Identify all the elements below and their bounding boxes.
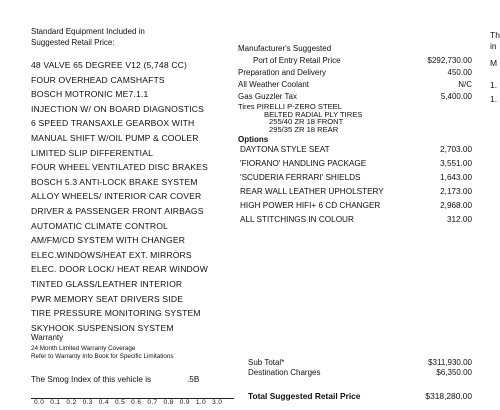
option-price: 3,551.00: [440, 159, 472, 168]
smog-index-label: The Smog Index of this vehicle is: [31, 375, 152, 384]
subtotal-value: $311,930.00: [428, 358, 472, 367]
edge-fragment: M: [490, 58, 498, 68]
option-price: 2,173.00: [440, 187, 472, 196]
list-item: FOUR OVERHEAD CAMSHAFTS: [31, 74, 165, 85]
coolant-value: N/C: [458, 80, 472, 89]
smog-scale-tick: 0.9: [179, 399, 190, 406]
list-item: DRIVER & PASSENGER FRONT AIRBAGS: [31, 205, 204, 216]
smog-scale-tick: 1.0: [195, 399, 207, 406]
total-label: Total Suggested Retail Price: [248, 391, 361, 401]
smog-scale-tick: 0.0: [34, 399, 45, 406]
gas-guzzler-value: 5,400.00: [440, 92, 472, 101]
option-price: 2,703.00: [440, 145, 472, 154]
smog-scale-tick: 0.4: [98, 399, 109, 406]
port-of-entry-label: Port of Entry Retail Price: [253, 56, 341, 65]
smog-scale-tick: 0.8: [163, 399, 174, 406]
msrp-heading: Manufacturer's Suggested: [238, 44, 332, 53]
smog-index-scale: [31, 398, 234, 410]
destination-value: $6,350.00: [436, 368, 472, 377]
list-item: MANUAL SHIFT W/OIL PUMP & COOLER: [31, 132, 199, 143]
option-label: DAYTONA STYLE SEAT: [240, 145, 330, 154]
list-item: ELEC.WINDOWS/HEAT EXT. MIRRORS: [31, 249, 192, 260]
warranty-text: 24 Month Limited Warranty Coverage Refer to Warranty Info Book for Specific Limitations: [31, 345, 174, 360]
list-item: BOSCH MOTRONIC ME7.1.1: [31, 89, 149, 100]
smog-scale-tick: 0.2: [66, 399, 77, 406]
list-item: TIRE PRESSURE MONITORING SYSTEM: [31, 308, 201, 319]
coolant-label: All Weather Coolant: [238, 80, 309, 89]
list-item: AM/FM/CD SYSTEM WITH CHANGER: [31, 235, 186, 246]
list-item: FOUR WHEEL VENTILATED DISC BRAKES: [31, 162, 208, 173]
standard-equipment-title: Standard Equipment Included in Suggested Retail Price:: [31, 27, 145, 47]
option-label: 'SCUDERIA FERRARI' SHIELDS: [240, 173, 361, 182]
warranty-title: Warranty: [31, 333, 64, 342]
gas-guzzler-label: Gas Guzzler Tax: [238, 92, 297, 101]
list-item: TINTED GLASS/LEATHER INTERIOR: [31, 278, 183, 289]
edge-fragment: 1.: [490, 94, 498, 104]
list-item: BOSCH 5.3 ANTI-LOCK BRAKE SYSTEM: [31, 176, 198, 187]
edge-fragment: in: [490, 41, 497, 51]
standard-equipment-list: [31, 58, 208, 335]
smog-scale-tick: 0.1: [50, 399, 61, 406]
list-item: AUTOMATIC CLIMATE CONTROL: [31, 220, 168, 231]
smog-scale-tick: 0.5: [114, 399, 126, 406]
destination-label: Destination Charges: [248, 368, 321, 377]
option-label: ALL STITCHINGS IN COLOUR: [240, 215, 354, 224]
option-price: 2,968.00: [440, 201, 472, 210]
list-item: SKYHOOK SUSPENSION SYSTEM: [31, 322, 174, 333]
smog-scale-tick: 0.7: [147, 399, 158, 406]
edge-fragment: Th: [490, 30, 500, 40]
options-heading: Options: [238, 135, 269, 144]
prep-delivery-value: 450.00: [447, 68, 472, 77]
option-label: HIGH POWER HIFI+ 6 CD CHANGER: [240, 201, 381, 210]
list-item: 48 VALVE 65 DEGREE V12 (5,748 CC): [31, 60, 188, 70]
list-item: PWR MEMORY SEAT DRIVERS SIDE: [31, 293, 184, 304]
list-item: ELEC. DOOR LOCK/ HEAT REAR WINDOW: [31, 264, 209, 275]
option-price: 1,643.00: [440, 173, 472, 182]
list-item: 6 SPEED TRANSAXLE GEARBOX WITH: [31, 118, 195, 129]
list-item: ALLOY WHEELS/ INTERIOR CAR COVER: [31, 191, 202, 202]
smog-scale-tick: 3.0: [212, 399, 223, 406]
subtotal-label: Sub Total*: [248, 358, 285, 367]
list-item: INJECTION W/ ON BOARD DIAGNOSTICS: [31, 103, 205, 114]
edge-fragment: 1.: [490, 80, 498, 90]
option-label: REAR WALL LEATHER UPHOLSTERY: [240, 187, 384, 196]
smog-index-value: .5B: [187, 375, 200, 384]
smog-scale-tick: 0.6: [131, 399, 142, 406]
prep-delivery-label: Preparation and Delivery: [238, 68, 327, 77]
option-price: 312.00: [446, 215, 472, 224]
port-of-entry-value: $292,730.00: [427, 56, 472, 65]
total-value: $318,280.00: [425, 391, 472, 401]
list-item: LIMITED SLIP DIFFERENTIAL: [31, 147, 154, 158]
option-label: 'FIORANO' HANDLING PACKAGE: [240, 159, 367, 168]
smog-scale-tick: 0.3: [82, 399, 93, 406]
tires-spec: Tires PIRELLI P-ZERO STEEL BELTED RADIAL PLY TIRES 255/40 ZR 18 FRONT 295/35 ZR 18 REAR: [238, 102, 363, 134]
